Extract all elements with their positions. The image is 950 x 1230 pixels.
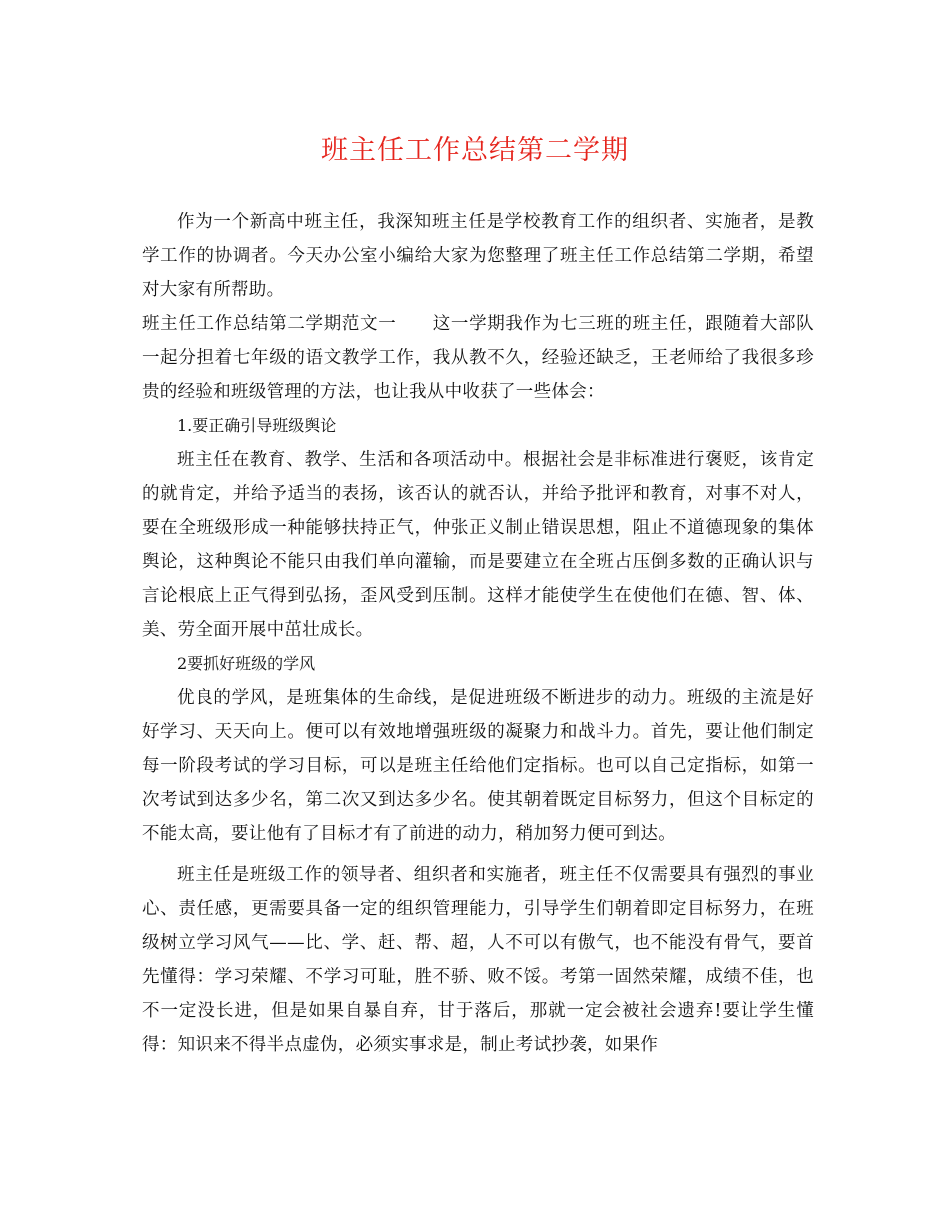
section-heading-one: 1.要正确引导班级舆论 — [177, 416, 337, 435]
document-body — [142, 205, 814, 1062]
section-heading-two: 2要抓好班级的学风 — [177, 654, 316, 673]
document-title: 班主任工作总结第二学期 — [321, 135, 629, 166]
intro-paragraph: 作为一个新高中班主任，我深知班主任是学校教育工作的组织者、实施者，是教学工作的协调者。今天办公室小编给大家为您整理了班主任工作总结第二学期，希望对大家有所帮助。 — [142, 212, 814, 300]
sample-one-paragraph: 班主任工作总结第二学期范文一 这一学期我作为七三班的班主任，跟随着大部队一起分担着七年级的语文教学工作，我从教不久，经验还缺乏，王老师给了我很多珍贵的经验和班级管理的方法，也让我从中收获了一些体会： — [142, 314, 814, 402]
section-three-paragraph: 班主任是班级工作的领导者、组织者和实施者，班主任不仅需要具有强烈的事业心、责任感，更需要具备一定的组织管理能力，引导学生们朝着即定目标努力，在班级树立学习风气——比、学、赶、帮、超，人不可以有傲气，也不能没有骨气，要首先懂得：学习荣耀、不学习可耻，胜不骄、败不馁。考第一固然荣耀，成绩不佳，也不一定没长进，但是如果自暴自弃，甘于落后，那就一定会被社会遗弃!要让学生懂得：知识来不得半点虚伪，必须实事求是，制止考试抄袭，如果作 — [142, 865, 814, 1055]
section-two-paragraph: 优良的学风，是班集体的生命线，是促进班级不断进步的动力。班级的主流是好好学习、天天向上。便可以有效地增强班级的凝聚力和战斗力。首先，要让他们制定每一阶段考试的学习目标，可以是班主任给他们定指标。也可以自己定指标，如第一次考试到达多少名，第二次又到达多少名。使其朝着既定目标努力，但这个目标定的不能太高，要让他有了目标才有了前进的动力，稍加努力便可到达。 — [142, 688, 814, 844]
section-one-paragraph: 班主任在教育、教学、生活和各项活动中。根据社会是非标准进行褒贬，该肯定的就肯定，并给予适当的表扬，该否认的就否认，并给予批评和教育，对事不对人，要在全班级形成一种能够扶持正气，仲张正义制止错误思想，阻止不道德现象的集体舆论，这种舆论不能只由我们单向灌输，而是要建立在全班占压倒多数的正确认识与言论根底上正气得到弘扬，歪风受到压制。这样才能使学生在使他们在德、智、体、美、劳全面开展中茁壮成长。 — [142, 450, 814, 640]
